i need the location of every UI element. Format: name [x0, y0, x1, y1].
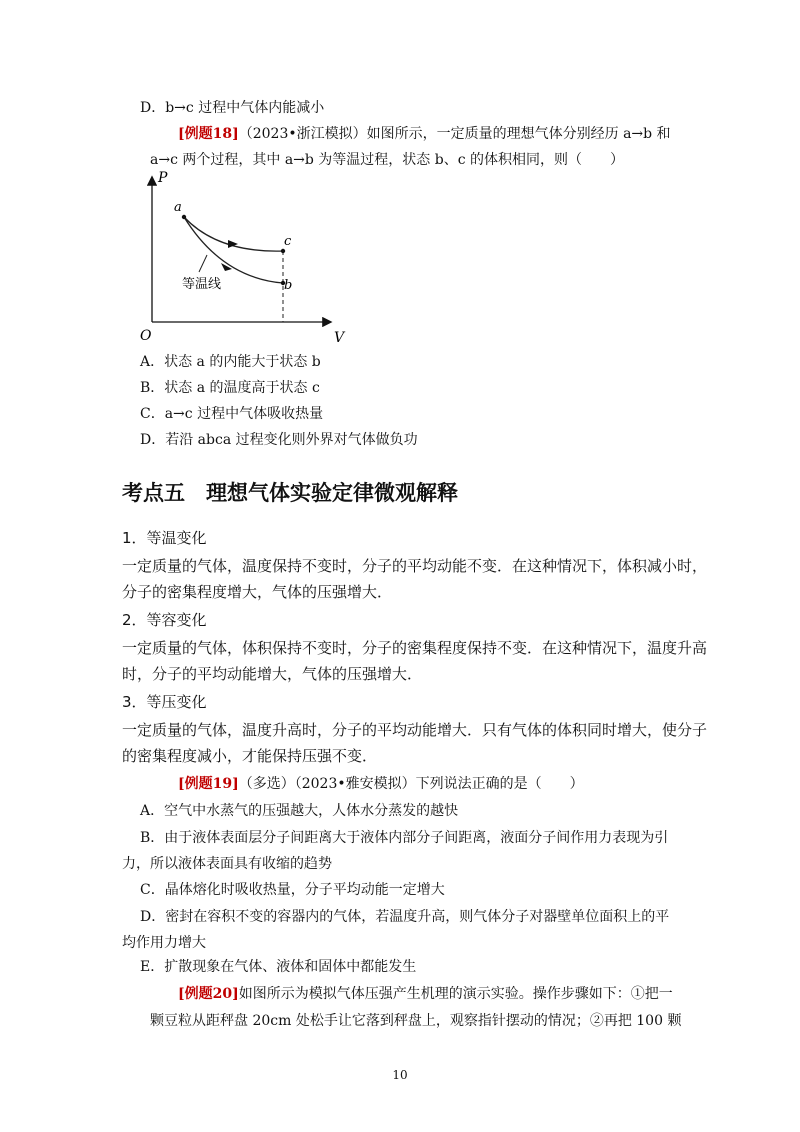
q17-option-d: D．b→c 过程中气体内能减小	[140, 100, 325, 116]
q18-tag: [例题18]	[178, 126, 239, 142]
label-b: b	[284, 278, 293, 293]
label-c: c	[284, 234, 292, 249]
curve-a-c	[184, 217, 283, 251]
q20-tag: [例题20]	[178, 986, 239, 1002]
q19-stem-rest: （多选）（2023•雅安模拟）下列说法正确的是（ ）	[238, 776, 584, 792]
q19-option-a: A．空气中水蒸气的压强越大，人体水分蒸发的越快	[140, 803, 459, 819]
page-number: 10	[392, 1068, 408, 1082]
isotherm-curve	[184, 217, 283, 283]
q19-tag: [例题19]	[178, 776, 239, 792]
q20-stem-rest: 如图所示为模拟气体压强产生机理的演示实验。操作步骤如下：①把一	[238, 986, 673, 1002]
p-axis-label: P	[158, 170, 168, 186]
item3-heading: 3．等压变化	[122, 693, 207, 711]
v-axis-label: V	[334, 330, 345, 346]
q19-option-e: E．扩散现象在气体、液体和固体中都能发生	[140, 959, 417, 975]
item1-heading: 1．等温变化	[122, 529, 207, 547]
q19-option-c: C．晶体熔化时吸收热量，分子平均动能一定增大	[140, 882, 445, 898]
item2-text-line1: 一定质量的气体，体积保持不变时，分子的密集程度保持不变．在这种情况下，温度升高	[122, 639, 708, 657]
q18-option-b: B．状态 a 的温度高于状态 c	[140, 380, 320, 396]
q18-option-a: A．状态 a 的内能大于状态 b	[140, 354, 321, 370]
item1-text-line2: 分子的密集程度增大，气体的压强增大．	[122, 583, 393, 601]
item2-heading: 2．等容变化	[122, 611, 207, 629]
q18-stem-rest: （2023•浙江模拟）如图所示，一定质量的理想气体分别经历 a→b 和	[238, 126, 671, 142]
q19-option-d-line1: D．密封在容积不变的容器内的气体，若温度升高，则气体分子对器壁单位面积上的平	[140, 909, 670, 925]
item1-text-line1: 一定质量的气体，温度保持不变时，分子的平均动能不变．在这种情况下，体积减小时，	[122, 557, 708, 575]
q18-option-c: C．a→c 过程中气体吸收热量	[140, 406, 324, 422]
isotherm-pointer	[199, 255, 207, 272]
arrow-a-b	[221, 263, 232, 271]
q20-stem-line1	[178, 984, 673, 1004]
q19-option-d-line2: 均作用力增大	[122, 935, 206, 951]
q18-stem-line1	[178, 124, 671, 144]
item3-text-line1: 一定质量的气体，温度升高时，分子的平均动能增大．只有气体的体积同时增大，使分子	[122, 721, 708, 739]
q20-stem-line2: 颗豆粒从距秤盘 20cm 处松手让它落到秤盘上，观察指针摆动的情况；②再把 100 颗	[150, 1013, 682, 1029]
origin-label: O	[140, 328, 152, 344]
pv-diagram	[140, 170, 360, 350]
item2-text-line2: 时，分子的平均动能增大，气体的压强增大．	[122, 665, 423, 683]
point-a	[182, 215, 186, 219]
point-c	[281, 249, 285, 253]
q19-option-b-line1: B．由于液体表面层分子间距离大于液体内部分子间距离，液面分子间作用力表现为引	[140, 830, 669, 846]
q19-stem	[178, 774, 584, 794]
q18-option-d: D．若沿 abca 过程变化则外界对气体做负功	[140, 432, 418, 448]
q19-option-b-line2: 力，所以液体表面具有收缩的趋势	[122, 856, 332, 872]
section-title: 考点五 理想气体实验定律微观解释	[122, 481, 458, 505]
q18-stem-line2: a→c 两个过程，其中 a→b 为等温过程，状态 b、c 的体积相同，则（ ）	[150, 152, 625, 168]
label-a: a	[174, 200, 182, 215]
isotherm-label: 等温线	[182, 277, 222, 292]
item3-text-line2: 的密集程度减小，才能保持压强不变．	[122, 747, 378, 765]
